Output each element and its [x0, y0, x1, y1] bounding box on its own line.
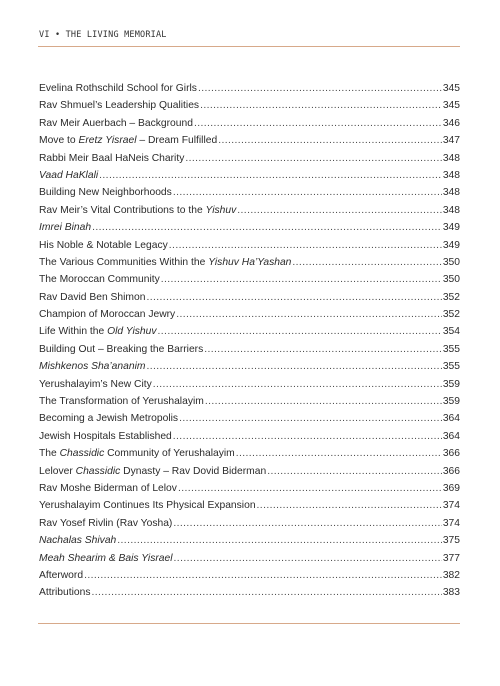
toc-entry[interactable] [39, 97, 460, 114]
toc-entry[interactable] [39, 463, 460, 480]
toc-entry[interactable] [39, 497, 460, 514]
toc-title-part: Rav Moshe Biderman of Lelov [39, 482, 177, 494]
dot-leader [158, 323, 442, 340]
toc-title-part: Becoming a Jewish Metropolis [39, 413, 179, 425]
toc-entry[interactable] [39, 480, 460, 497]
toc-entry[interactable] [39, 376, 460, 393]
toc-entry[interactable] [39, 567, 460, 584]
toc-title-italic-part: Mishkenos Sha’ananim [39, 361, 146, 373]
toc-entry-title [39, 132, 217, 149]
toc-page-number: 355 [442, 361, 460, 373]
toc-page-number: 348 [442, 169, 460, 181]
toc-entry[interactable] [39, 532, 460, 549]
toc-entry[interactable] [39, 167, 460, 184]
toc-title-italic-part: Eretz Yisrael [78, 135, 137, 147]
toc-title-part: The [39, 448, 60, 460]
toc-entry[interactable] [39, 393, 460, 410]
footer-rule [38, 623, 460, 624]
dot-leader [173, 428, 442, 445]
toc-title-part: His Noble & Notable Legacy [39, 239, 168, 251]
toc-entry-title [39, 254, 291, 271]
dot-leader [169, 237, 442, 254]
toc-entry[interactable] [39, 184, 460, 201]
toc-entry[interactable] [39, 115, 460, 132]
toc-title-part: Rabbi Meir Baal HaNeis Charity [39, 152, 185, 164]
toc-page-number: 364 [442, 413, 460, 425]
toc-entry-title [39, 202, 236, 219]
toc-page-number: 369 [442, 482, 460, 494]
table-of-contents [39, 80, 460, 602]
toc-title-italic-part: Chassidic [75, 465, 121, 477]
toc-entry[interactable] [39, 219, 460, 236]
dot-leader [205, 393, 442, 410]
toc-page-number: 345 [442, 83, 460, 94]
toc-page-number: 383 [442, 587, 460, 599]
toc-title-part: Dynasty – Rav Dovid Biderman [120, 465, 267, 477]
dot-leader [173, 184, 442, 201]
toc-entry-title [39, 341, 203, 358]
dot-leader [179, 410, 442, 427]
toc-title-part: Rav David Ben Shimon [39, 291, 146, 303]
toc-title-part: Evelina Rothschild School for Girls [39, 83, 197, 94]
dot-leader [236, 445, 442, 462]
toc-page-number: 350 [442, 274, 460, 286]
dot-leader [194, 115, 442, 132]
toc-page-number: 355 [442, 343, 460, 355]
toc-title-part: Building Out – Breaking the Barriers [39, 343, 204, 355]
toc-page-number: 349 [442, 222, 460, 234]
toc-page-number: 348 [442, 204, 460, 216]
toc-title-part: Champion of Moroccan Jewry [39, 309, 176, 321]
dot-leader [174, 550, 442, 567]
toc-title-part: Yerushalayim’s New City [39, 378, 152, 390]
toc-title-part: – Dream Fulfilled [136, 135, 218, 147]
toc-entry-title [39, 323, 157, 340]
dot-leader [176, 306, 442, 323]
dot-leader [146, 358, 441, 375]
toc-entry[interactable] [39, 132, 460, 149]
toc-entry[interactable] [39, 237, 460, 254]
toc-title-part: Afterword [39, 569, 84, 581]
toc-entry-title [39, 480, 177, 497]
dot-leader [198, 80, 442, 97]
toc-page-number: 359 [442, 396, 460, 408]
toc-entry-title [39, 463, 266, 480]
header-rule [38, 46, 460, 47]
toc-entry-title [39, 115, 193, 132]
toc-page-number: 354 [442, 326, 460, 338]
toc-page-number: 350 [442, 256, 460, 268]
toc-title-part: The Moroccan Community [39, 274, 160, 286]
toc-title-italic-part: Yishuv [205, 204, 237, 216]
toc-entry[interactable] [39, 289, 460, 306]
toc-title-italic-part: Yishuv Ha’Yashan [208, 256, 292, 268]
toc-entry[interactable] [39, 202, 460, 219]
toc-entry[interactable] [39, 323, 460, 340]
toc-entry-title [39, 358, 145, 375]
toc-entry-title [39, 567, 83, 584]
toc-entry-title [39, 497, 256, 514]
toc-title-part: Rav Meir Auerbach – Background [39, 117, 193, 129]
toc-page-number: 348 [442, 152, 460, 164]
toc-entry-title [39, 97, 199, 114]
toc-entry[interactable] [39, 254, 460, 271]
toc-title-part: Community of Yerushalayim [104, 448, 235, 460]
dot-leader [237, 202, 442, 219]
toc-title-italic-part: Nachalas Shivah [39, 535, 117, 547]
toc-entry[interactable] [39, 150, 460, 167]
toc-entry[interactable] [39, 306, 460, 323]
toc-title-italic-part: Vaad HaKlali [39, 169, 99, 181]
dot-leader [218, 132, 442, 149]
toc-entry-title [39, 150, 184, 167]
toc-page-number: 377 [442, 552, 460, 564]
dot-leader [257, 497, 442, 514]
toc-entry-title [39, 289, 145, 306]
dot-leader [185, 150, 441, 167]
dot-leader [99, 167, 442, 184]
toc-entry-title [39, 167, 98, 184]
toc-page-number: 374 [442, 517, 460, 529]
dot-leader [200, 97, 442, 114]
dot-leader [117, 532, 442, 549]
toc-title-part: Attributions [39, 587, 91, 599]
toc-title-part: Rav Meir’s Vital Contributions to the [39, 204, 206, 216]
toc-page-number: 366 [442, 448, 460, 460]
toc-entry[interactable] [39, 358, 460, 375]
toc-page-number: 345 [442, 100, 460, 112]
toc-title-italic-part: Old Yishuv [107, 326, 157, 338]
toc-page-number: 374 [442, 500, 460, 512]
toc-entry-title [39, 445, 235, 462]
dot-leader [146, 289, 441, 306]
toc-title-part: Life Within the [39, 326, 108, 338]
dot-leader [161, 271, 442, 288]
toc-page-number: 352 [442, 291, 460, 303]
toc-title-part: Yerushalayim Continues Its Physical Expansion [39, 500, 256, 512]
toc-page-number: 348 [442, 187, 460, 199]
toc-page-number: 346 [442, 117, 460, 129]
dot-leader [92, 584, 442, 601]
toc-title-italic-part: Imrei Binah [39, 222, 92, 234]
toc-title-italic-part: Chassidic [59, 448, 105, 460]
dot-leader [178, 480, 442, 497]
toc-entry-title [39, 550, 173, 567]
toc-title-part: Rav Shmuel’s Leadership Qualities [39, 100, 200, 112]
toc-entry[interactable] [39, 445, 460, 462]
toc-entry[interactable] [39, 550, 460, 567]
toc-entry[interactable] [39, 515, 460, 532]
dot-leader [92, 219, 442, 236]
toc-entry-title [39, 532, 116, 549]
toc-title-part: Move to [39, 135, 79, 147]
dot-leader [153, 376, 442, 393]
toc-entry[interactable] [39, 271, 460, 288]
toc-entry-title [39, 80, 197, 97]
toc-title-part: Jewish Hospitals Established [39, 430, 172, 442]
toc-title-italic-part: Meah Shearim & Bais Yisrael [39, 552, 173, 564]
toc-entry-title [39, 306, 175, 323]
toc-page-number: 364 [442, 430, 460, 442]
toc-page-number: 352 [442, 309, 460, 321]
toc-entry[interactable] [39, 584, 460, 601]
dot-leader [84, 567, 442, 584]
toc-title-part: Building New Neighborhoods [39, 187, 172, 199]
toc-entry-title [39, 428, 172, 445]
toc-page-number: 366 [442, 465, 460, 477]
toc-entry-title [39, 584, 91, 601]
toc-entry-title [39, 271, 160, 288]
toc-entry[interactable] [39, 428, 460, 445]
running-head: VI • THE LIVING MEMORIAL [39, 30, 167, 40]
dot-leader [267, 463, 442, 480]
toc-entry[interactable] [39, 80, 460, 97]
toc-page-number: 347 [442, 135, 460, 147]
toc-entry-title [39, 376, 152, 393]
toc-title-part: Rav Yosef Rivlin (Rav Yosha) [39, 517, 173, 529]
toc-title-part: The Various Communities Within the [39, 256, 209, 268]
toc-entry-title [39, 393, 204, 410]
dot-leader [292, 254, 441, 271]
toc-page-number: 359 [442, 378, 460, 390]
toc-entry-title [39, 515, 172, 532]
toc-entry[interactable] [39, 341, 460, 358]
toc-entry-title [39, 184, 172, 201]
toc-entry-title [39, 410, 178, 427]
toc-page-number: 375 [442, 535, 460, 547]
toc-entry[interactable] [39, 410, 460, 427]
toc-page-number: 349 [442, 239, 460, 251]
toc-title-part: The Transformation of Yerushalayim [39, 396, 204, 408]
toc-title-part: Lelover [39, 465, 76, 477]
toc-entry-title [39, 237, 168, 254]
dot-leader [173, 515, 441, 532]
dot-leader [204, 341, 442, 358]
toc-entry-title [39, 219, 91, 236]
toc-page-number: 382 [442, 569, 460, 581]
